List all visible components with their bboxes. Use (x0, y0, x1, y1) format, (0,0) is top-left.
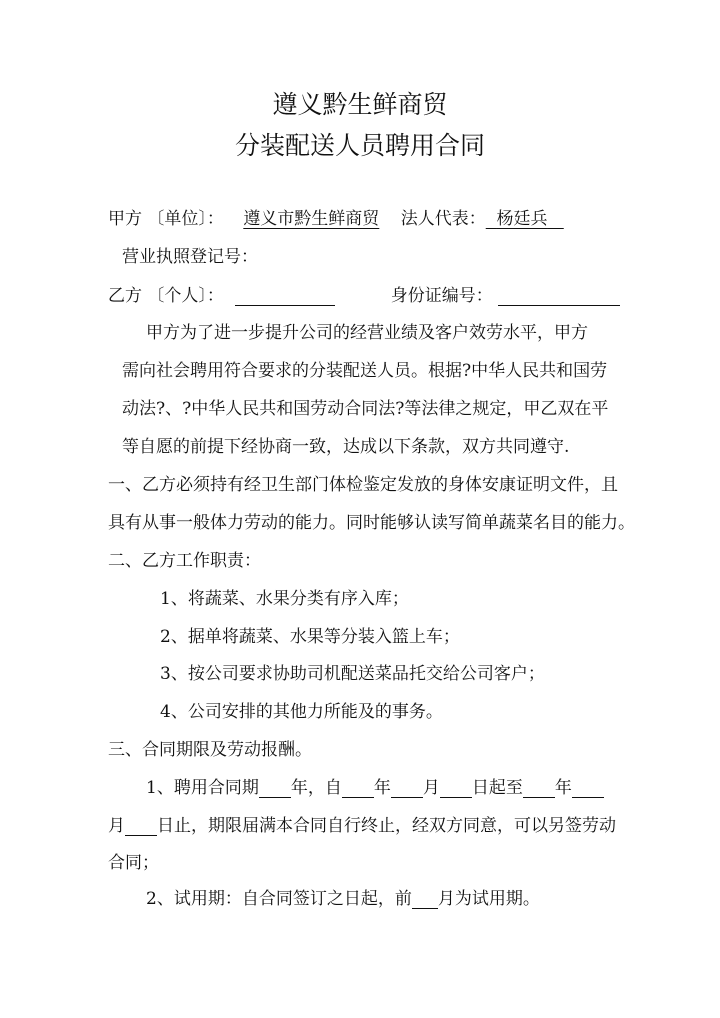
id-label: 身份证编号： (390, 286, 493, 306)
party-a-label: 甲方 〔单位〕： (108, 209, 224, 229)
start-day-blank[interactable] (440, 779, 472, 798)
term-text-5: 日起至 (471, 778, 523, 798)
title-line-1: 遵义黔生鲜商贸 (272, 90, 448, 119)
term-text-4: 月 (422, 778, 440, 798)
party-b-name-blank[interactable] (235, 287, 335, 306)
term-years-blank[interactable] (259, 779, 291, 798)
clause3-title: 三、合同期限及劳动报酬。 (108, 740, 312, 760)
intro-line-3: 动法?、?中华人民共和国劳动合同法?等法律之规定，甲乙双在平 (122, 399, 609, 419)
legal-rep-name-text: 杨廷兵 (496, 209, 548, 229)
probation-text-2: 月为试用期。 (437, 889, 540, 909)
end-month-blank[interactable] (572, 779, 604, 798)
clause1-line-1: 一、乙方必须持有经卫生部门体检鉴定发放的身体安康证明文件，且 (108, 475, 618, 495)
title-line-2: 分装配送人员聘用合同 (234, 131, 485, 160)
term-text-2: 年，自 (290, 778, 342, 798)
legal-rep-label: 法人代表： (400, 209, 486, 229)
party-a-name: 遵义市黔生鲜商贸 (243, 209, 380, 229)
term-text-1: 1、聘用合同期 (146, 778, 259, 798)
probation-months-blank[interactable] (412, 890, 438, 909)
term-text-8: 日止，期限届满本合同自行终止，经双方同意，可以另签劳动 (157, 816, 616, 836)
intro-line-4: 等自愿的前提下经协商一致，达成以下条款，双方共同遵守. (122, 437, 570, 457)
term-text-3: 年 (373, 778, 391, 798)
party-b-row (108, 286, 620, 306)
term-line-2 (108, 816, 616, 836)
clause1-line-2: 具有从事一般体力劳动的能力。同时能够认读写简单蔬菜名目的能力。 (108, 513, 635, 533)
start-month-blank[interactable] (391, 779, 423, 798)
party-a-row (108, 209, 564, 229)
party-b-label: 乙方 〔个人〕： (108, 286, 224, 306)
clause2-title: 二、乙方工作职责： (108, 551, 261, 571)
term-text-7: 月 (108, 816, 125, 836)
term-text-6: 年 (554, 778, 572, 798)
legal-rep-name (486, 209, 564, 229)
probation-line (146, 889, 540, 909)
duty-item-3: 3、按公司要求协助司机配送菜品托交给公司客户； (160, 664, 545, 684)
start-year-blank[interactable] (342, 779, 374, 798)
duty-item-1: 1、将蔬菜、水果分类有序入库； (160, 589, 409, 609)
license-label: 营业执照登记号： (122, 247, 258, 267)
id-number-blank[interactable] (498, 287, 620, 306)
term-line-1 (146, 778, 604, 798)
duty-item-2: 2、据单将蔬菜、水果等分装入篮上车； (160, 627, 460, 647)
duty-item-4: 4、公司安排的其他力所能及的事务。 (160, 702, 443, 722)
term-line-3: 合同； (108, 853, 159, 873)
intro-line-1: 甲方为了进一步提升公司的经营业绩及客户效劳水平，甲方 (146, 323, 588, 343)
end-day-blank[interactable] (125, 817, 157, 836)
probation-text-1: 2、试用期：自合同签订之日起，前 (146, 889, 412, 909)
end-year-blank[interactable] (523, 779, 555, 798)
intro-line-2: 需向社会聘用符合要求的分装配送人员。根据?中华人民共和国劳 (122, 361, 608, 381)
